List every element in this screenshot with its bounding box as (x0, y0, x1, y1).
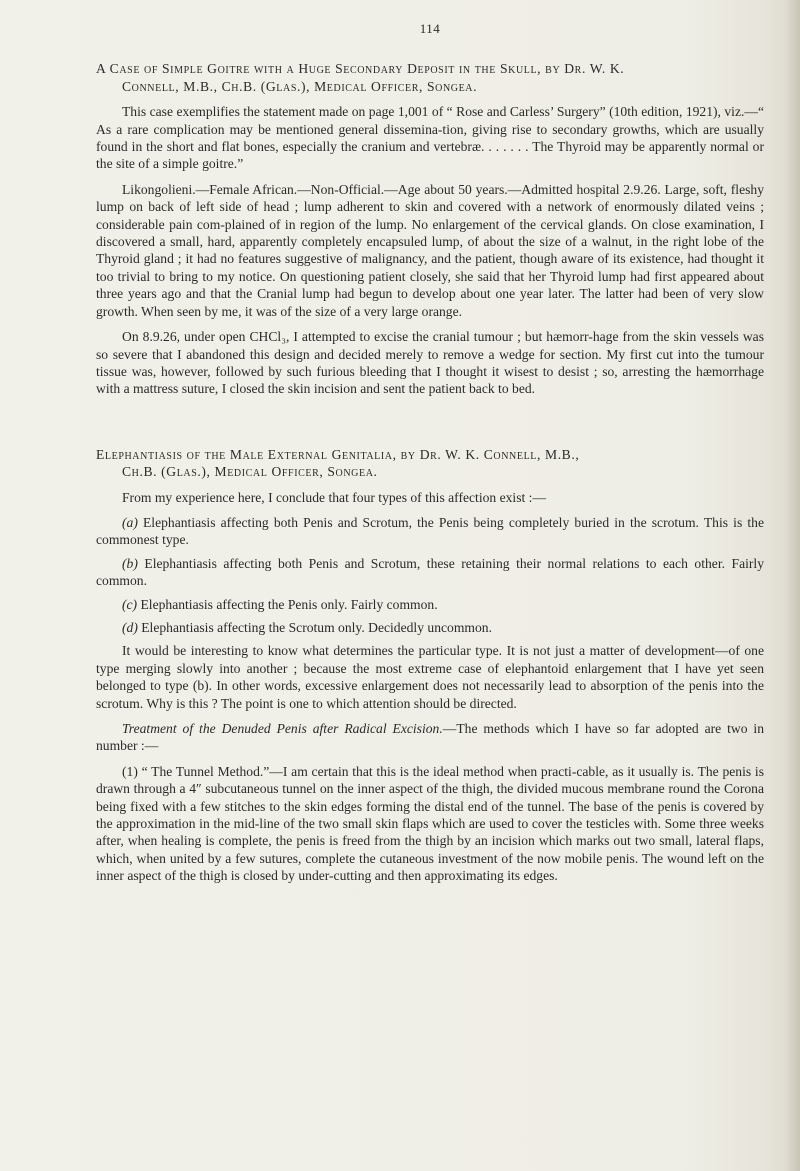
type-tag: (d) (122, 619, 138, 635)
type-text: Elephantiasis affecting the Scrotum only. Decidedly uncommon. (137, 619, 492, 635)
type-item-b (96, 555, 764, 590)
article1-paragraph: Likongolieni.—Female African.—Non-Official.—Age about 50 years.—Admitted hospital 2.9.26. Large, soft, fleshy lump on back of left side of head ; lump adherent to skin and covered with a network of enormously dilated veins ; considerable pain com-plained of in region of the lump. No enlargement of the cervical glands. On close examination, I discovered a small, hard, apparently completely encapsuled lump, of about the size of a walnut, in the right lobe of the Thyroid gland ; it had no features suggestive of malignancy, and the patient, though aware of its existence, had thought it too trivial to bring to my notice. On questioning patient closely, she said that her Thyroid lump had first appeared about three years ago and that the Cranial lump had begun to develop about one year later. The latter had been of very slow growth. When seen by me, it was of the size of a very large orange. (96, 181, 764, 319)
type-item-d (96, 619, 764, 636)
section-spacer (96, 406, 764, 446)
article1-title (96, 60, 764, 95)
article1-paragraph: This case exemplifies the statement made on page 1,001 of “ Rose and Carless’ Surgery” (10th edition, 1921), viz.—“ As a rare complication may be mentioned general dissemina-tion, giving rise to secondary growths, which are usually found in the short and flat bones, especially the cranium and vertebræ. . . . . . . The Thyroid may be apparently normal or the site of a simple goitre.” (96, 104, 764, 172)
tunnel-method-paragraph: (1) “ The Tunnel Method.”—I am certain that this is the ideal method when practi-cable, as it usually is. The penis is drawn through a 4″ subcutaneous tunnel on the inner aspect of the thigh, the divided mucous membrane round the Corona being fixed with a few stitches to the skin edges forming the distal end of the tunnel. The base of the penis is covered by the approximation in the mid-line of the two small skin flaps which are used to cover the testicles with. Some three weeks after, when healing is complete, the penis is freed from the thigh by an incision which marks out two small, lateral flaps, which, when united by a few sutures, complete the cutaneous investment of the now mobile penis. The wound left on the inner aspect of the thigh is closed by under-cutting and then approximating its edges. (96, 763, 764, 884)
type-text: Elephantiasis affecting both Penis and Scrotum, these retaining their normal relations to each other. Fairly common. (96, 555, 764, 589)
page-number: 114 (419, 21, 441, 36)
article2-discussion: It would be interesting to know what determines the particular type. It is not just a matter of development—of one type merging slowly into another ; because the most extreme case of elephantoid enlargement that I have yet seen belonged to type (b). In other words, excessive enlargement does not necessarily lead to absorption of the penis into the scrotum. Why is this ? The point is one to which attention should be directed. (96, 643, 764, 711)
article2-intro: From my experience here, I conclude that four types of this affection exist :— (122, 489, 547, 505)
document-body (96, 20, 764, 893)
type-item-a (96, 514, 764, 549)
treatment-paragraph (96, 720, 764, 755)
article2-title-line2: Ch.B. (Glas.), Medical Officer, Songea. (122, 464, 378, 480)
treatment-text: —The methods which I have so far adopted are two in number :— (96, 721, 765, 754)
treatment-heading: Treatment of the Denuded Penis after Radical Excision. (122, 721, 443, 736)
article1-title-line2: Connell, M.B., Ch.B. (Glas.), Medical Officer, Songea. (122, 78, 478, 94)
type-tag: (b) (122, 555, 138, 571)
type-text: Elephantiasis affecting both Penis and Scrotum, the Penis being completely buried in the scrotum. This is the commonest type. (96, 514, 764, 548)
article2-title (96, 446, 764, 481)
article2-title-line1: Elephantiasis of the Male External Genitalia, by Dr. W. K. Connell, M.B., (96, 446, 580, 462)
page-edge-shadow (786, 0, 800, 1171)
type-tag: (c) (122, 596, 138, 612)
type-tag: (a) (122, 514, 138, 530)
type-text: Elephantiasis affecting the Penis only. Fairly common. (137, 596, 438, 612)
article1-title-line1: A Case of Simple Goitre with a Huge Secondary Deposit in the Skull, by Dr. W. K. (96, 61, 625, 77)
article1-paragraph: On 8.9.26, under open CHCl₃, I attempted to excise the cranial tumour ; but hæmorr-hage from the skin vessels was so severe that I abandoned this design and decided merely to remove a wedge for section. My first cut into the tumour tissue was, however, followed by such furious bleeding that I thought it wisest to desist ; so, arresting the hæmorrhage with a mattress suture, I closed the skin incision and sent the patient back to bed. (96, 329, 764, 397)
type-item-c (96, 596, 764, 613)
